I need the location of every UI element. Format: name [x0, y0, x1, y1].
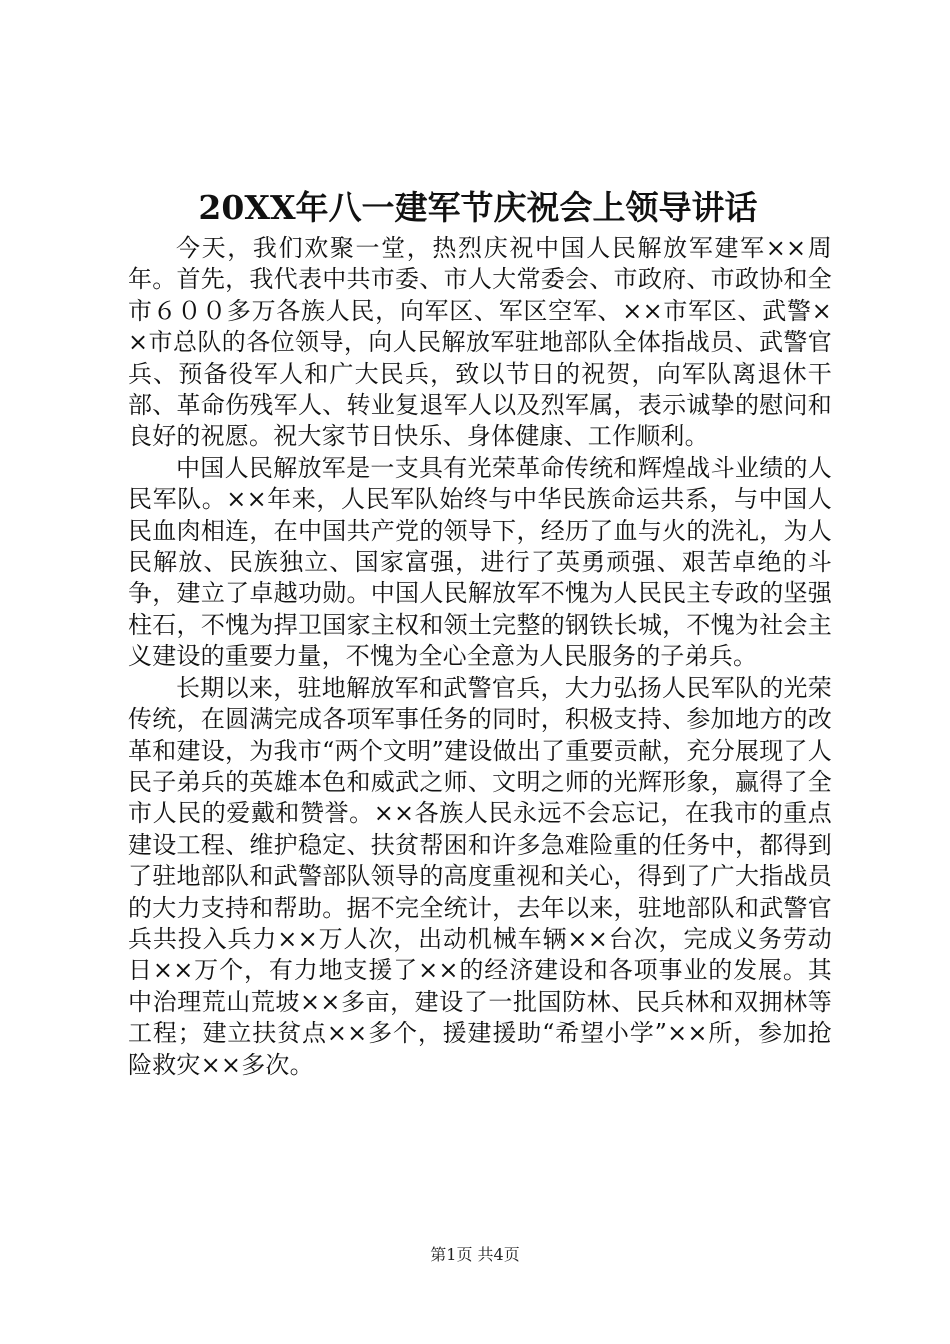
paragraph-1: 今天，我们欢聚一堂，热烈庆祝中国人民解放军建军××周年。首先，我代表中共市委、市人大常委会、市政府、市政协和全市６００多万各族人民，向军区、军区空军、××市军区、武警××市总队的各位领导，向人民解放军驻地部队全体指战员、武警官兵、预备役军人和广大民兵，致以节日的祝贺，向军队离退休干部、革命伤残军人、转业复退军人以及烈军属，表示诚挚的慰问和良好的祝愿。祝大家节日快乐、身体健康、工作顺利。: [128, 234, 832, 451]
paragraph-2: 中国人民解放军是一支具有光荣革命传统和辉煌战斗业绩的人民军队。××年来，人民军队始终与中华民族命运共系，与中国人民血肉相连，在中国共产党的领导下，经历了血与火的洗礼，为人民解放、民族独立、国家富强，进行了英勇顽强、艰苦卓绝的斗争，建立了卓越功勋。中国人民解放军不愧为人民民主专政的坚强柱石，不愧为捍卫国家主权和领土完整的钢铁长城，不愧为社会主义建设的重要力量，不愧为全心全意为人民服务的子弟兵。: [128, 453, 832, 671]
document-title: 20XX年八一建军节庆祝会上领导讲话: [198, 188, 758, 227]
page-footer: 第1页 共4页: [430, 1245, 520, 1264]
document-body: [128, 233, 832, 1081]
paragraph-3: 长期以来，驻地解放军和武警官兵，大力弘扬人民军队的光荣传统，在圆满完成各项军事任务的同时，积极支持、参加地方的改革和建设，为我市“两个文明”建设做出了重要贡献，充分展现了人民子弟兵的英雄本色和威武之师、文明之师的光辉形象，赢得了全市人民的爱戴和赞誉。××各族人民永远不会忘记，在我市的重点建设工程、维护稳定、扶贫帮困和许多急难险重的任务中，都得到了驻地部队和武警部队领导的高度重视和关心，得到了广大指战员的大力支持和帮助。据不完全统计，去年以来，驻地部队和武警官兵共投入兵力××万人次，出动机械车辆××台次，完成义务劳动日××万个，有力地支援了××的经济建设和各项事业的发展。其中治理荒山荒坡××多亩，建设了一批国防林、民兵林和双拥林等工程；建立扶贫点××多个，援建援助“希望小学”××所，参加抢险救灾××多次。: [128, 673, 832, 1079]
